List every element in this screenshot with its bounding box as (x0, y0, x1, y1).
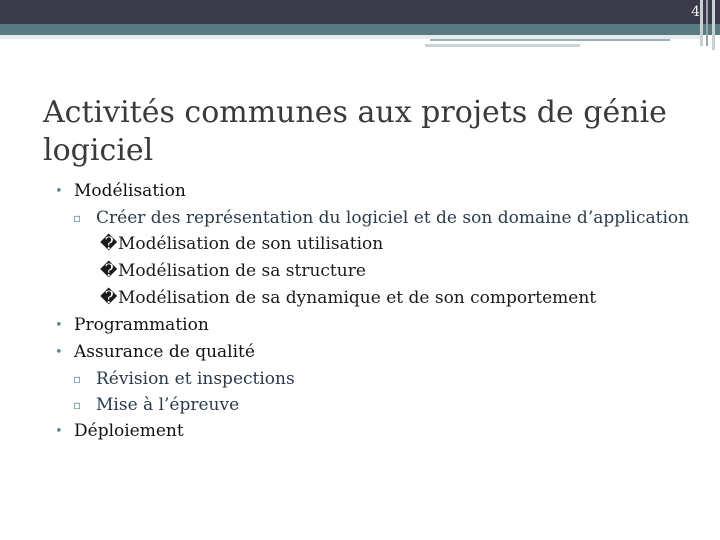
list-item-text: Modélisation (74, 181, 186, 201)
square-bullet-icon: ▫ (73, 372, 82, 386)
square-bullet-icon: ▫ (73, 211, 82, 225)
list-item (50, 312, 690, 339)
header-rule (430, 39, 670, 41)
list-item (50, 339, 690, 366)
header-accent-bar (0, 24, 720, 35)
header-dark-bar (0, 0, 720, 24)
missing-glyph-icon: � (100, 261, 118, 281)
list-item-text: Créer des représentation du logiciel et de son domaine d’application (96, 208, 690, 228)
page-number: 4 (691, 4, 700, 20)
list-item (50, 392, 690, 418)
list-item-text: Modélisation de sa structure (118, 261, 366, 281)
bullet-icon: • (55, 318, 63, 333)
missing-glyph-icon: � (100, 234, 118, 254)
list-item-text: Programmation (74, 315, 209, 335)
header-vertical-rule (706, 0, 708, 46)
list-item-text: Mise à l’épreuve (96, 395, 240, 415)
list-item-text: Déploiement (74, 421, 184, 441)
list-item (50, 366, 690, 392)
list-item-text: Révision et inspections (96, 369, 295, 389)
bullet-icon: • (55, 345, 63, 360)
header-rule-secondary (425, 44, 580, 47)
list-item (50, 258, 690, 285)
bullet-icon: • (55, 184, 63, 199)
header-vertical-rule (700, 0, 703, 46)
square-bullet-icon: ▫ (73, 398, 82, 412)
list-item-text: Modélisation de sa dynamique et de son comportement (118, 288, 597, 308)
list-item-text: Modélisation de son utilisation (118, 234, 384, 254)
list-item (50, 418, 690, 445)
missing-glyph-icon: � (100, 288, 118, 308)
list-item (50, 178, 690, 205)
list-item-text: Assurance de qualité (74, 342, 255, 362)
bullet-icon: • (55, 424, 63, 439)
bullet-list (50, 178, 690, 445)
list-item (50, 205, 690, 231)
list-item (50, 231, 690, 258)
slide-title: Activités communes aux projets de génie logiciel (43, 95, 667, 168)
header-vertical-rule (712, 0, 715, 50)
list-item (50, 285, 690, 312)
